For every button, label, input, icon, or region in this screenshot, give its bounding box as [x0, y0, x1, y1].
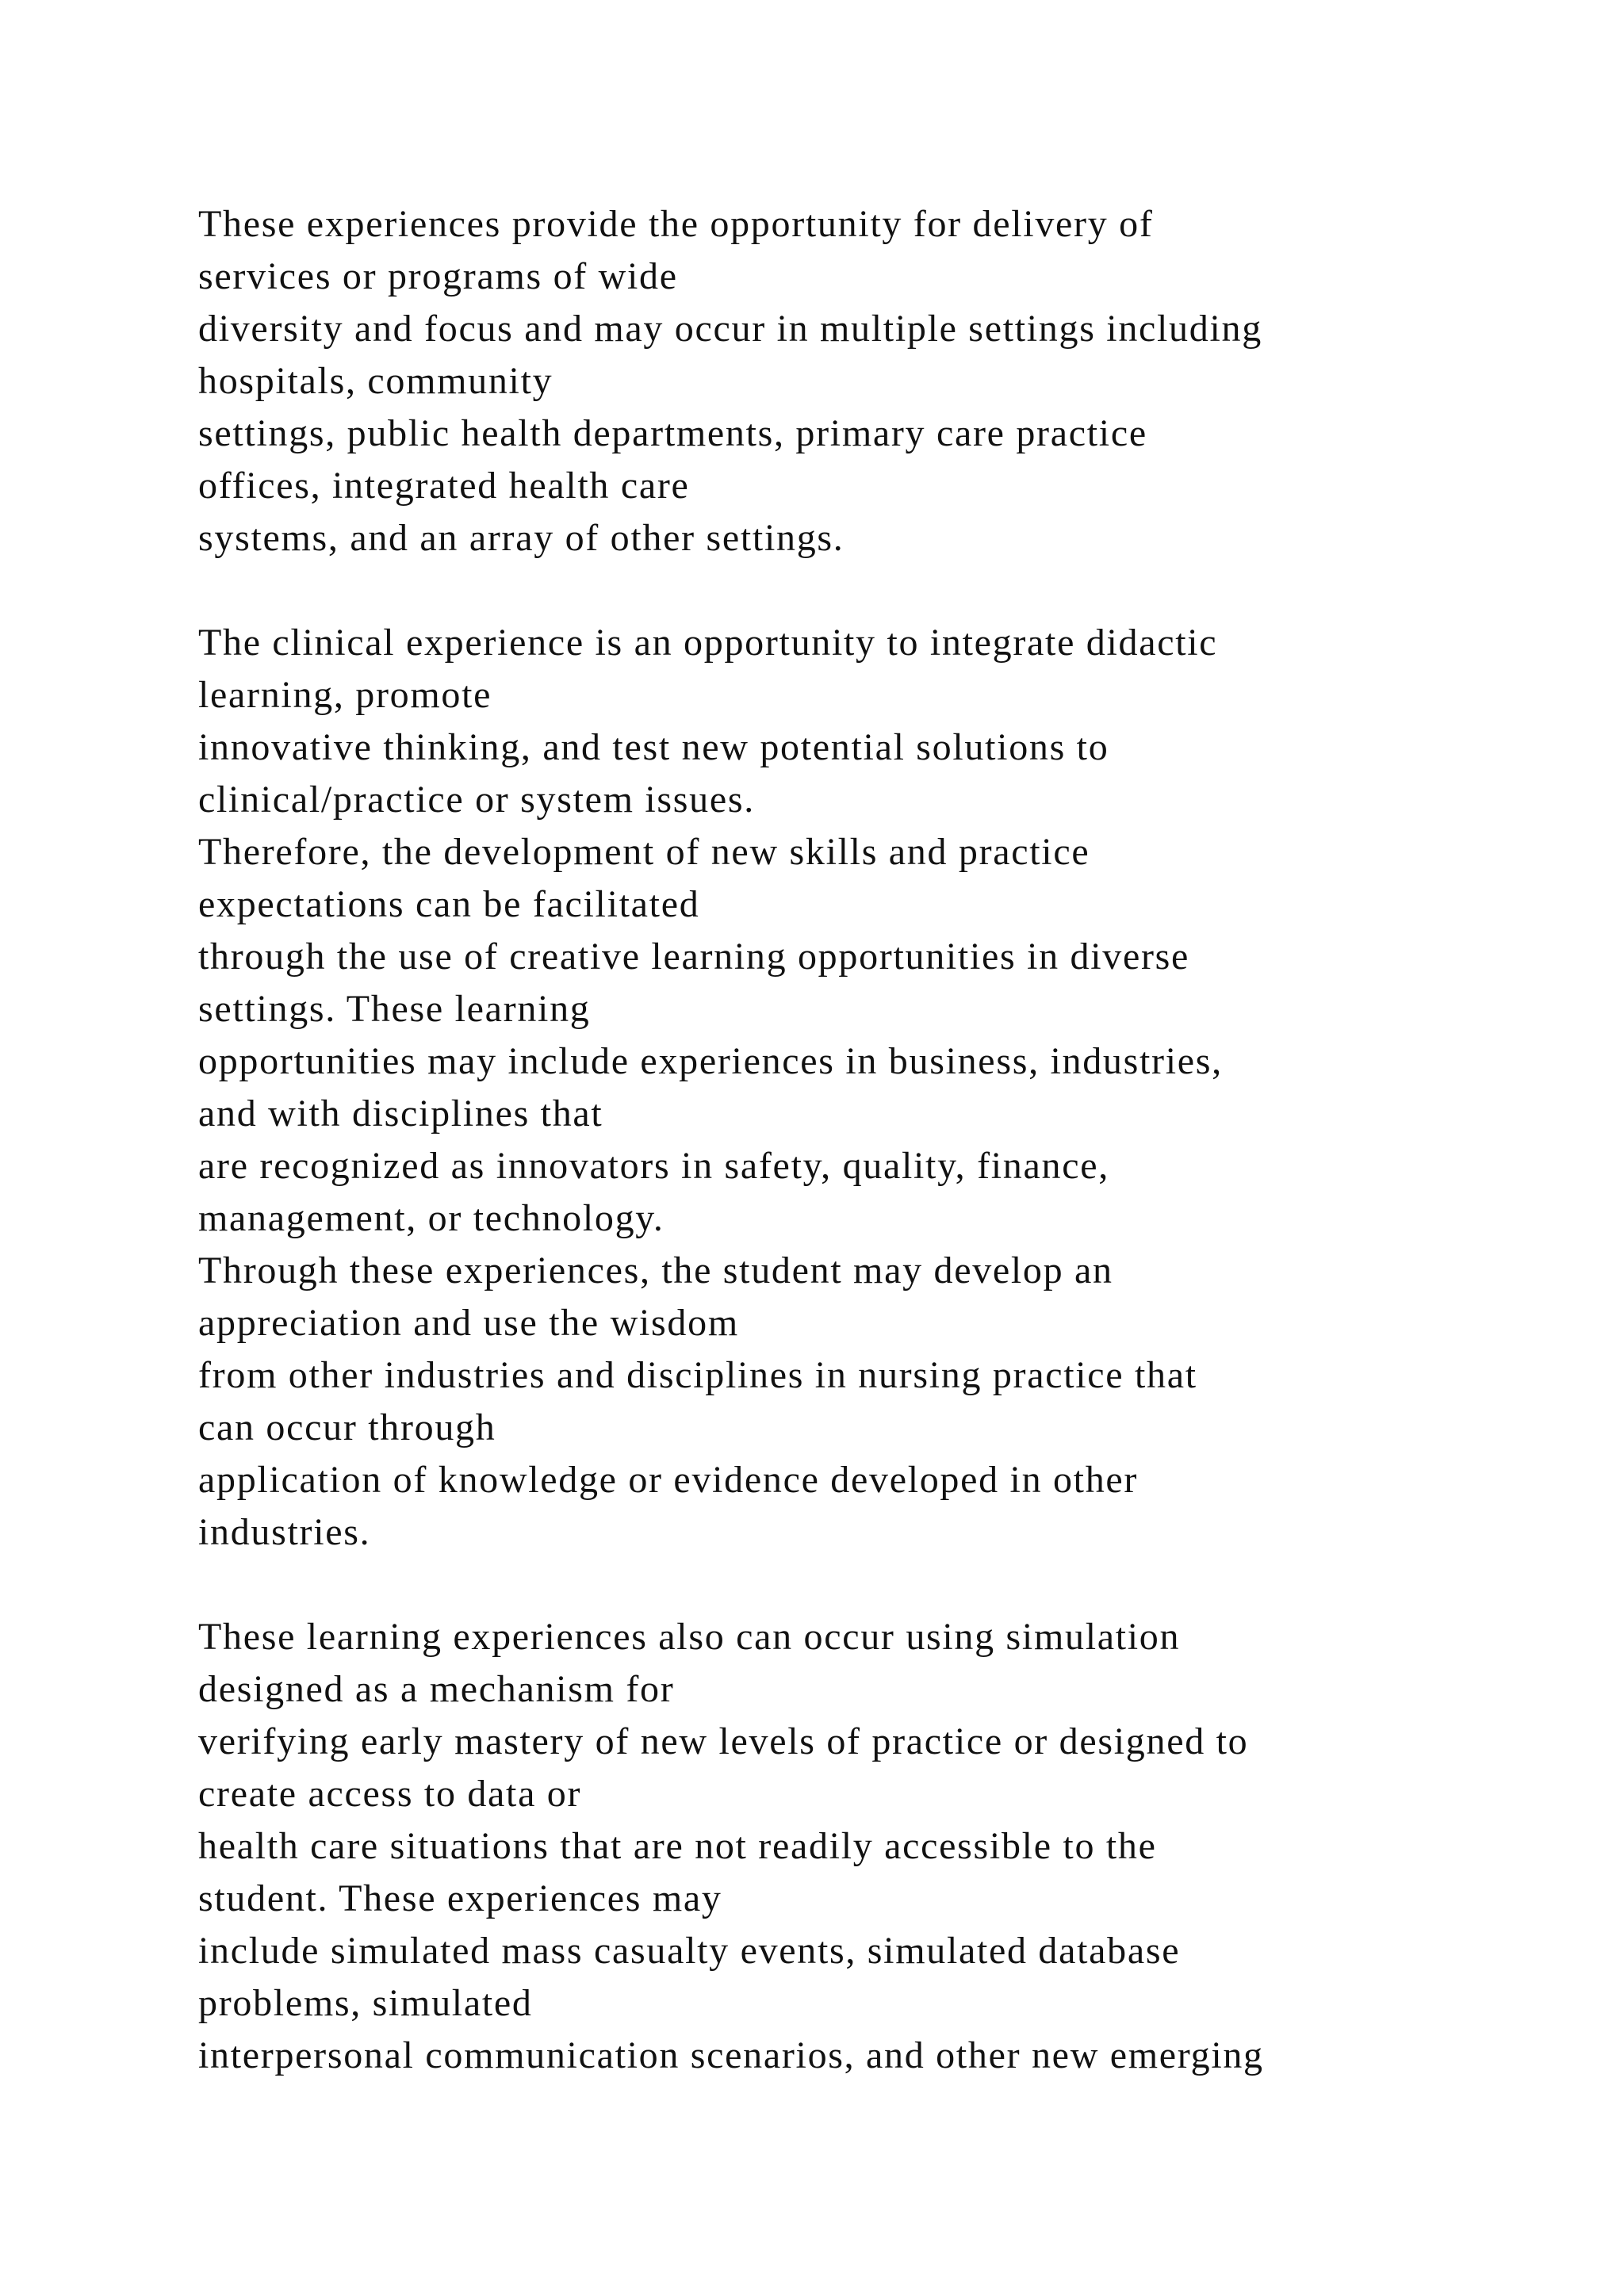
- paragraph-spacer: [198, 1559, 1594, 1611]
- text-line: settings. These learning: [198, 988, 591, 1030]
- text-line: health care situations that are not readily accessible to the: [198, 1825, 1157, 1867]
- text-line: verifying early mastery of new levels of practice or designed to: [198, 1720, 1249, 1762]
- text-line: systems, and an array of other settings.: [198, 517, 845, 559]
- text-line: learning, promote: [198, 674, 492, 716]
- text-line: Therefore, the development of new skills and practice: [198, 831, 1090, 873]
- text-line: are recognized as innovators in safety, quality, finance,: [198, 1145, 1109, 1187]
- paragraph-spacer: [198, 564, 1594, 617]
- text-line: clinical/practice or system issues.: [198, 779, 755, 821]
- text-line: from other industries and disciplines in nursing practice that: [198, 1354, 1197, 1396]
- text-line: opportunities may include experiences in business, industries,: [198, 1040, 1223, 1082]
- text-line: services or programs of wide: [198, 255, 678, 297]
- text-line: The clinical experience is an opportunity to integrate didactic: [198, 622, 1218, 664]
- text-line: offices, integrated health care: [198, 465, 690, 507]
- paragraph-2: [198, 617, 1594, 1559]
- text-line: student. These experiences may: [198, 1877, 722, 1919]
- text-line: can occur through: [198, 1406, 496, 1448]
- document-body: [198, 198, 1594, 2082]
- text-line: These learning experiences also can occur using simulation: [198, 1616, 1181, 1658]
- text-line: application of knowledge or evidence developed in other: [198, 1459, 1139, 1501]
- text-line: Through these experiences, the student may develop an: [198, 1249, 1113, 1292]
- text-line: and with disciplines that: [198, 1093, 603, 1135]
- text-line: interpersonal communication scenarios, and other new emerging: [198, 2034, 1264, 2076]
- text-line: settings, public health departments, primary care practice: [198, 412, 1147, 454]
- text-line: problems, simulated: [198, 1982, 533, 2024]
- text-line: appreciation and use the wisdom: [198, 1302, 739, 1344]
- text-line: hospitals, community: [198, 360, 553, 402]
- text-line: industries.: [198, 1511, 371, 1553]
- text-line: expectations can be facilitated: [198, 883, 700, 925]
- text-line: include simulated mass casualty events, simulated database: [198, 1930, 1181, 1972]
- text-line: create access to data or: [198, 1773, 582, 1815]
- paragraph-3: [198, 1611, 1594, 2082]
- text-line: designed as a mechanism for: [198, 1668, 675, 1710]
- text-line: innovative thinking, and test new potential solutions to: [198, 726, 1109, 768]
- text-line: management, or technology.: [198, 1197, 665, 1239]
- text-line: diversity and focus and may occur in multiple settings including: [198, 308, 1262, 350]
- paragraph-1: [198, 198, 1594, 564]
- text-line: These experiences provide the opportunity for delivery of: [198, 203, 1154, 245]
- text-line: through the use of creative learning opportunities in diverse: [198, 936, 1190, 978]
